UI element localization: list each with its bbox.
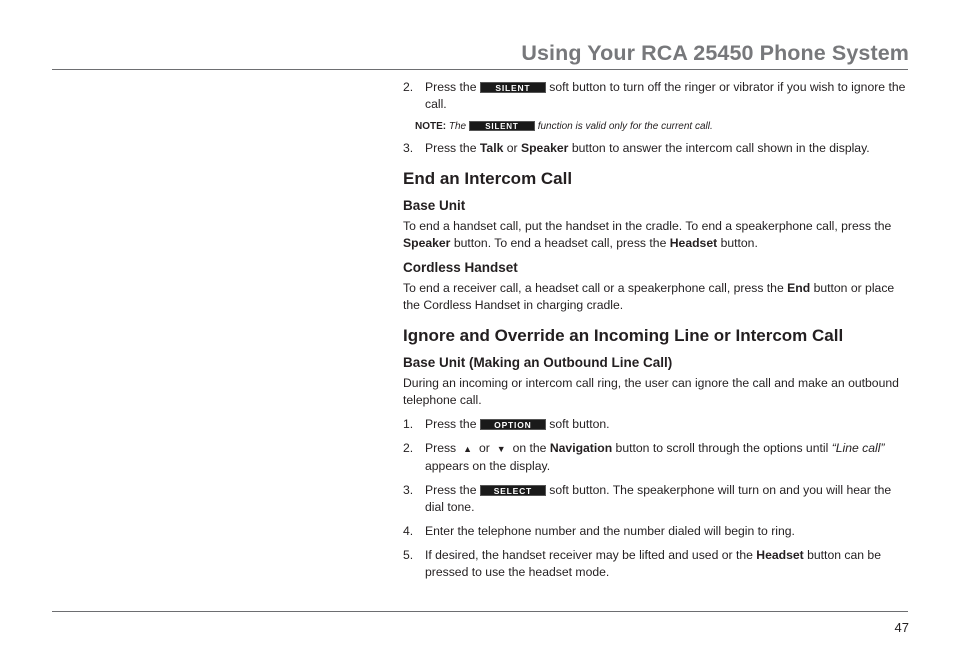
option-softkey-icon: OPTION [480,419,546,430]
select-softkey-icon: SELECT [480,485,546,496]
page-number: 47 [894,620,909,635]
note-label: NOTE: [415,121,447,132]
subheading-cordless-handset: Cordless Handset [403,260,518,275]
step-text: Press the SELECT soft button. The speakerphone will turn on and you will hear the dial tone. [425,483,892,514]
step-item [403,140,911,157]
section-heading-end-call: End an Intercom Call [403,169,573,188]
step-number: 2. [403,80,414,94]
section-heading-ignore-override: Ignore and Override an Incoming Line or Intercom Call [403,326,844,345]
up-arrow-icon: ▲ [463,444,472,454]
note: NOTE: The SILENT function is valid only for the current call. [415,121,713,132]
page-header-title: Using Your RCA 25450 Phone System [521,41,909,65]
step-number: 4. [403,524,414,538]
step-number: 5. [403,548,414,562]
step-number: 2. [403,441,414,455]
down-arrow-icon: ▼ [496,444,506,454]
footer-rule [52,611,908,612]
header-rule [52,69,908,70]
paragraph: To end a handset call, put the handset in the cradle. To end a speakerphone call, press the Speaker button. To end a headset call, press the Headset button. [403,219,892,250]
step-item [403,416,911,433]
subheading-base-unit: Base Unit [403,198,466,213]
step-text: Press ▲ or ▼ on the Navigation button to scroll through the options until “Line call” appears on the display. [425,441,885,473]
paragraph: During an incoming or intercom call ring, the user can ignore the call and make an outbound telephone call. [403,376,899,407]
step-number: 3. [403,141,414,155]
step-text: If desired, the handset receiver may be lifted and used or the Headset button can be pressed to use the headset mode. [425,548,881,579]
step-text: Press the SILENT soft button to turn off the ringer or vibrator if you wish to ignore the call. [425,80,906,111]
step-item [403,79,911,113]
step-item [403,482,911,516]
silent-softkey-icon: SILENT [480,82,546,93]
main-content [403,79,911,588]
step-item [403,523,911,540]
step-text: Press the Talk or Speaker button to answer the intercom call shown in the display. [425,141,870,155]
step-text: Enter the telephone number and the number dialed will begin to ring. [425,524,795,538]
silent-softkey-icon: SILENT [469,121,535,131]
step-number: 3. [403,483,414,497]
paragraph: To end a receiver call, a headset call or a speakerphone call, press the End button or place the Cordless Handset in charging cradle. [403,281,895,312]
step-item [403,547,911,581]
subheading-base-unit-outbound: Base Unit (Making an Outbound Line Call) [403,355,673,370]
step-item [403,440,911,475]
step-text: Press the OPTION soft button. [425,417,610,431]
step-number: 1. [403,417,414,431]
